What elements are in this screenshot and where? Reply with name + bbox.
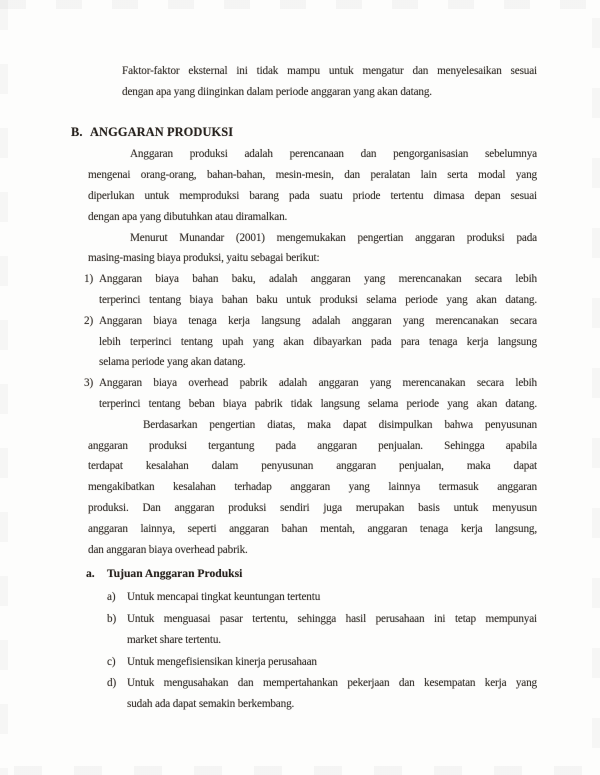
paragraph <box>88 228 537 270</box>
text-line: lebih terperinci tentang upah yang akan dibayarkan pada para tenaga kerja langsung <box>99 335 537 348</box>
heading-marker: a. <box>86 567 95 581</box>
list-item <box>84 373 537 415</box>
text-line: terperinci tentang beban biaya pabrik tidak langsung selama periode yang akan datang. <box>99 397 537 410</box>
text-line: terdapat kesalahan dalam penyusunan anggaran penjualan, maka dapat <box>88 460 537 473</box>
subsection-heading <box>86 564 600 585</box>
text-line: Untuk mencapai tingkat keuntungan tertentu <box>127 591 321 604</box>
list-item-marker: c) <box>107 655 116 668</box>
text-line: market share tertentu. <box>127 633 221 646</box>
list-item <box>107 609 537 651</box>
heading-text: Tujuan Anggaran Produksi <box>107 567 243 581</box>
text-line: Menurut Munandar (2001) mengemukakan pengertian anggaran produksi pada <box>130 231 537 244</box>
text-line: Anggaran produksi adalah perencanaan dan pengorganisasian sebelumnya <box>130 148 537 161</box>
text-line: selama periode yang akan datang. <box>99 356 246 369</box>
list-item <box>84 311 537 373</box>
text-line: mengenai orang-orang, bahan-bahan, mesin-mesin, dan peralatan lain serta modal yang <box>88 169 537 182</box>
text-line: anggaran lainnya, seperti anggaran bahan mentah, anggaran tenaga kerja langsung, <box>88 522 537 535</box>
list-item <box>107 587 537 608</box>
list-item <box>107 652 537 673</box>
heading-text: ANGGARAN PRODUKSI <box>90 124 234 139</box>
text-line: produksi. Dan anggaran produksi sendiri juga merupakan basis untuk menyusun <box>88 501 537 514</box>
paragraph <box>88 415 537 561</box>
paragraph <box>122 61 537 103</box>
text-line: Berdasarkan pengertian diatas, maka dapat disimpulkan bahwa penyusunan <box>143 418 537 431</box>
text-line: Faktor-faktor eksternal ini tidak mampu untuk mengatur dan menyelesaikan sesuai <box>122 65 537 77</box>
text-line: mengakibatkan kesalahan terhadap anggaran yang lainnya termasuk anggaran <box>88 481 537 494</box>
text-line: anggaran produksi tergantung pada anggaran penjualan. Sehingga apabila <box>88 439 537 452</box>
list-item-marker: 3) <box>84 377 94 390</box>
text-line: masing-masing biaya produksi, yaitu sebagai berikut: <box>88 252 320 265</box>
heading-marker: B. <box>71 124 83 139</box>
text-line: Untuk mengusahakan dan mempertahankan pekerjaan dan kesempatan kerja yang <box>127 677 537 690</box>
text-line: Anggaran biaya overhead pabrik adalah anggaran yang merencanakan secara lebih <box>99 377 537 390</box>
text-line: Untuk mengefisiensikan kinerja perusahaan <box>127 655 317 668</box>
list-item-marker: d) <box>107 677 117 690</box>
list-item-marker: b) <box>107 612 117 625</box>
list-item <box>107 673 537 715</box>
list-item <box>84 269 537 311</box>
text-line: Anggaran biaya tenaga kerja langsung adalah anggaran yang merencanakan secara <box>99 314 537 327</box>
list-item-marker: a) <box>107 591 116 604</box>
section-heading <box>71 122 600 143</box>
text-line: diperlukan untuk memproduksi barang pada suatu priode tertentu dimasa depan sesuai <box>88 189 537 202</box>
text-line: dengan apa yang dibutuhkan atau diramalkan. <box>88 210 288 223</box>
list-item-marker: 1) <box>84 273 94 286</box>
text-line: sudah ada dapat semakin berkembang. <box>127 698 295 711</box>
text-line: Anggaran biaya bahan baku, adalah anggaran yang merencanakan secara lebih <box>99 273 537 286</box>
text-line: dan anggaran biaya overhead pabrik. <box>88 543 248 556</box>
text-line: Untuk menguasai pasar tertentu, sehingga hasil perusahaan ini tetap mempunyai <box>127 612 537 625</box>
text-line: dengan apa yang diinginkan dalam periode anggaran yang akan datang. <box>122 85 432 98</box>
scan-edge-artifact-bottom <box>0 766 600 775</box>
text-line: terperinci tentang biaya bahan baku untuk produksi selama periode yang akan datang. <box>99 293 537 306</box>
list-item-marker: 2) <box>84 314 94 327</box>
paragraph <box>88 144 537 227</box>
